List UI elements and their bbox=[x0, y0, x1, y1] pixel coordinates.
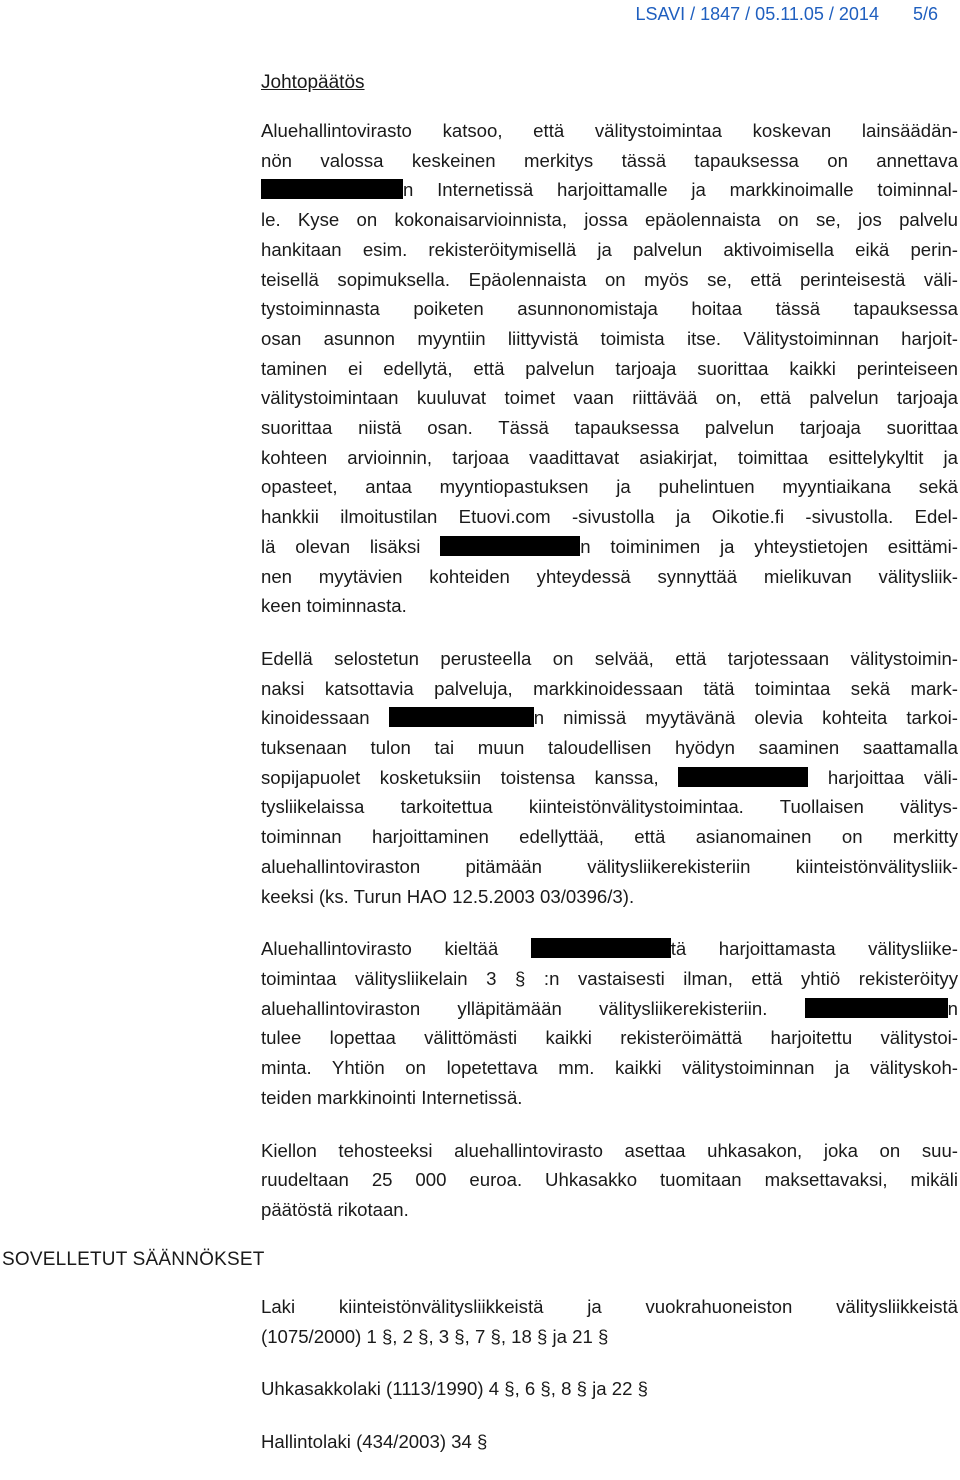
text-line: Uhkasakkolaki (1113/1990) 4 §, 6 §, 8 § ja 22 § bbox=[261, 1378, 648, 1400]
text-line: taminen ei edellytä, että palvelun tarjoaja suorittaa kaikki perinteiseen bbox=[261, 357, 958, 379]
text-line: Kiellon tehosteeksi aluehallintovirasto asettaa uhkasakon, joka on suu- bbox=[261, 1139, 958, 1161]
text-line: teiden markkinointi Internetissä. bbox=[261, 1086, 523, 1108]
text-line: Hallintolaki (434/2003) 34 § bbox=[261, 1431, 488, 1453]
text-line: naksi katsottavia palveluja, markkinoidessaan tätä toimintaa sekä mark- bbox=[261, 677, 958, 699]
conclusion-body bbox=[261, 116, 958, 1248]
text-fragment: harjoittaa väli- bbox=[827, 766, 958, 788]
text-fragment: aluehallintoviraston ylläpitämään välitysliikerekisteriin. bbox=[261, 997, 768, 1019]
law-reference bbox=[261, 1292, 958, 1351]
text-fragment: n nimissä myytävänä olevia kohteita tarkoi- bbox=[533, 707, 958, 729]
redaction-box bbox=[805, 998, 948, 1018]
law-reference bbox=[261, 1374, 958, 1404]
text-line: nön valossa keskeinen merkitys tässä tapauksessa on annettava bbox=[261, 149, 958, 171]
page-header bbox=[635, 4, 938, 25]
text-fragment: n bbox=[947, 997, 958, 1019]
text-fragment: sopijapuolet kosketuksiin toistensa kanssa, bbox=[261, 766, 659, 788]
text-fragment: Aluehallintovirasto kieltää bbox=[261, 938, 499, 960]
redaction-box bbox=[261, 179, 403, 199]
text-line: nen myytävien kohteiden yhteydessä synnyttää mielikuvan välitysliik- bbox=[261, 565, 958, 587]
text-line: ruudeltaan 25 000 euroa. Uhkasakko tuomitaan maksettavaksi, mikäli bbox=[261, 1169, 958, 1191]
text-line: kohteen arvioinnin, tarjoaa vaadittavat asiakirjat, toimittaa esittelykyltit ja bbox=[261, 446, 958, 468]
text-line: Aluehallintovirasto katsoo, että välitystoimintaa koskevan lainsäädän- bbox=[261, 120, 958, 141]
text-fragment: n Internetissä harjoittamalle ja markkinoimalle toiminnal- bbox=[403, 179, 958, 201]
text-fragment: n toiminimen ja yhteystietojen esittämi- bbox=[580, 535, 958, 557]
paragraph-3 bbox=[261, 934, 958, 1112]
text-line: tulee lopettaa välittömästi kaikki rekisteröimättä harjoitettu välitystoi- bbox=[261, 1027, 958, 1049]
text-line: päätöstä rikotaan. bbox=[261, 1198, 409, 1220]
paragraph-4 bbox=[261, 1136, 958, 1225]
redaction-box bbox=[678, 767, 808, 787]
text-line bbox=[261, 175, 958, 205]
applied-provisions-heading: SOVELLETUT SÄÄNNÖKSET bbox=[2, 1249, 265, 1270]
applied-provisions-list bbox=[261, 1292, 958, 1480]
text-line: suorittaa niistä osan. Tässä tapauksessa palvelun tarjoaja suorittaa bbox=[261, 417, 958, 439]
text-line: Edellä selostetun perusteella on selvää, että tarjotessaan välitystoimin- bbox=[261, 647, 958, 669]
text-line bbox=[261, 532, 958, 562]
redaction-box bbox=[389, 707, 534, 727]
text-line: (1075/2000) 1 §, 2 §, 3 §, 7 §, 18 § ja 21 § bbox=[261, 1325, 609, 1347]
text-line: keen toiminnasta. bbox=[261, 595, 407, 617]
text-line: tuksenaan tulon tai muun taloudellisen hyödyn saaminen saattamalla bbox=[261, 737, 958, 759]
page-number: 5/6 bbox=[912, 4, 938, 24]
text-line: opasteet, antaa myyntiopastuksen ja puhelintuen myyntiaikana sekä bbox=[261, 476, 958, 498]
text-line: le. Kyse on kokonaisarvioinnista, jossa epäolennaista on se, jos palvelu bbox=[261, 209, 958, 231]
law-reference bbox=[261, 1427, 958, 1457]
text-line: hankitaan esim. rekisteröitymisellä ja palvelun aktivoimisella eikä perin- bbox=[261, 238, 958, 260]
text-line: Laki kiinteistönvälitysliikkeistä ja vuokrahuoneiston välitysliikkeistä bbox=[261, 1296, 958, 1317]
text-line: aluehallintoviraston pitämään välitysliikerekisteriin kiinteistönvälitysliik- bbox=[261, 855, 958, 877]
document-reference: LSAVI / 1847 / 05.11.05 / 2014 bbox=[635, 4, 879, 24]
text-line: osan asunnon myyntiin liittyvistä toimista itse. Välitystoiminnan harjoit- bbox=[261, 327, 958, 349]
text-line bbox=[261, 994, 958, 1024]
text-line bbox=[261, 703, 958, 733]
text-line: toiminnan harjoittaminen edellyttää, että asianomainen on merkitty bbox=[261, 826, 958, 848]
text-line bbox=[261, 763, 958, 793]
text-line: tysliikelaissa tarkoitettua kiinteistönvälitystoimintaa. Tuollaisen välitys- bbox=[261, 796, 958, 818]
text-fragment: lä olevan lisäksi bbox=[261, 535, 421, 557]
text-line: keeksi (ks. Turun HAO 12.5.2003 03/0396/3). bbox=[261, 885, 635, 907]
section-title: Johtopäätös bbox=[261, 72, 365, 93]
text-line: toimintaa välitysliikelain 3 § :n vastaisesti ilman, että yhtiö rekisteröityy bbox=[261, 967, 958, 989]
text-line: minta. Yhtiön on lopetettava mm. kaikki välitystoiminnan ja välityskoh- bbox=[261, 1057, 958, 1079]
text-line: tystoiminnasta poiketen asunnonomistaja hoitaa tässä tapauksessa bbox=[261, 298, 958, 320]
text-line bbox=[261, 934, 958, 964]
redaction-box bbox=[531, 938, 671, 958]
text-fragment: kinoidessaan bbox=[261, 707, 370, 729]
text-line: hankkii ilmoitustilan Etuovi.com -sivustolla ja Oikotie.fi -sivustolla. Edel- bbox=[261, 506, 958, 528]
text-fragment: tä harjoittamasta välitysliike- bbox=[670, 938, 958, 960]
text-line: välitystoimintaan kuuluvat toimet vaan riittävää on, että palvelun tarjoaja bbox=[261, 387, 958, 409]
redaction-box bbox=[440, 536, 580, 556]
text-line: teisellä sopimuksella. Epäolennaista on myös se, että perinteisestä väli- bbox=[261, 268, 958, 290]
paragraph-2 bbox=[261, 644, 958, 911]
paragraph-1 bbox=[261, 116, 958, 621]
